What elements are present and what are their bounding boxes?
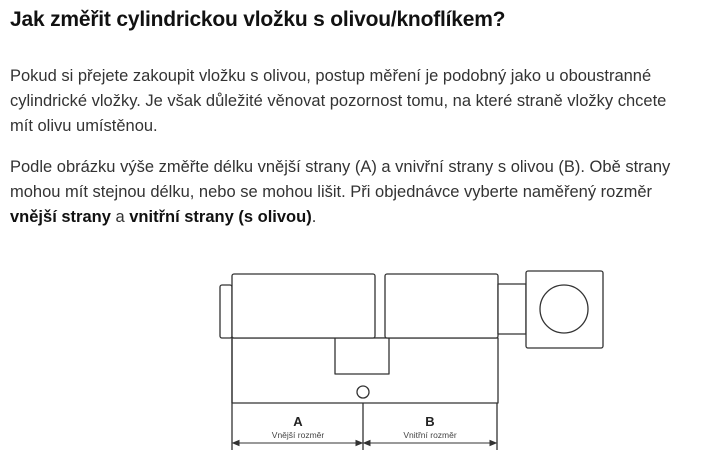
knob-ring (540, 285, 588, 333)
arrow-b-right (490, 441, 496, 446)
outer-plug (232, 274, 375, 338)
cylinder-lock-diagram (0, 262, 725, 474)
label-b-caption: Vnitřní rozměr (403, 430, 457, 440)
inner-side-emphasis: vnitřní strany (s olivou) (129, 208, 312, 226)
sentence-period: . (311, 208, 317, 226)
intro-line-3: mít olivu umístěnou. (10, 117, 158, 135)
arrow-b-left (364, 441, 370, 446)
label-a-caption: Vnější rozměr (271, 430, 325, 440)
outer-side-emphasis: vnější strany (10, 208, 111, 226)
knob-shaft (498, 284, 526, 334)
conjunction-text: a (110, 208, 130, 226)
label-b: B (425, 414, 435, 429)
intro-line-1: Pokud si přejete zakoupit vložku s olivou, postup měření je podobný jako u oboustranné (10, 67, 652, 85)
intro-line-2: cylindrické vložky. Je však důležité věnovat pozornost tomu, na které straně vložky chcete (10, 92, 667, 110)
arrow-a-left (233, 441, 239, 446)
intro-paragraph (10, 64, 710, 139)
section-heading: Jak změřit cylindrickou vložku s olivou/knoflíkem? (10, 8, 506, 31)
arrow-a-right (356, 441, 362, 446)
inner-plug (385, 274, 498, 338)
instructions-line-2: mohou mít stejnou délku, nebo se mohou lišit. Při objednávce vyberte naměřený rozměr (10, 183, 652, 201)
instructions-line-1: Podle obrázku výše změřte délku vnější strany (A) a vnivřní strany s olivou (B). Obě strany (10, 158, 671, 176)
outer-end-cap (220, 285, 232, 338)
instructions-paragraph (10, 155, 710, 230)
cam-housing (335, 338, 389, 374)
fixing-screw-hole (357, 386, 369, 398)
instructions-line-3 (10, 205, 710, 230)
label-a: A (293, 414, 303, 429)
